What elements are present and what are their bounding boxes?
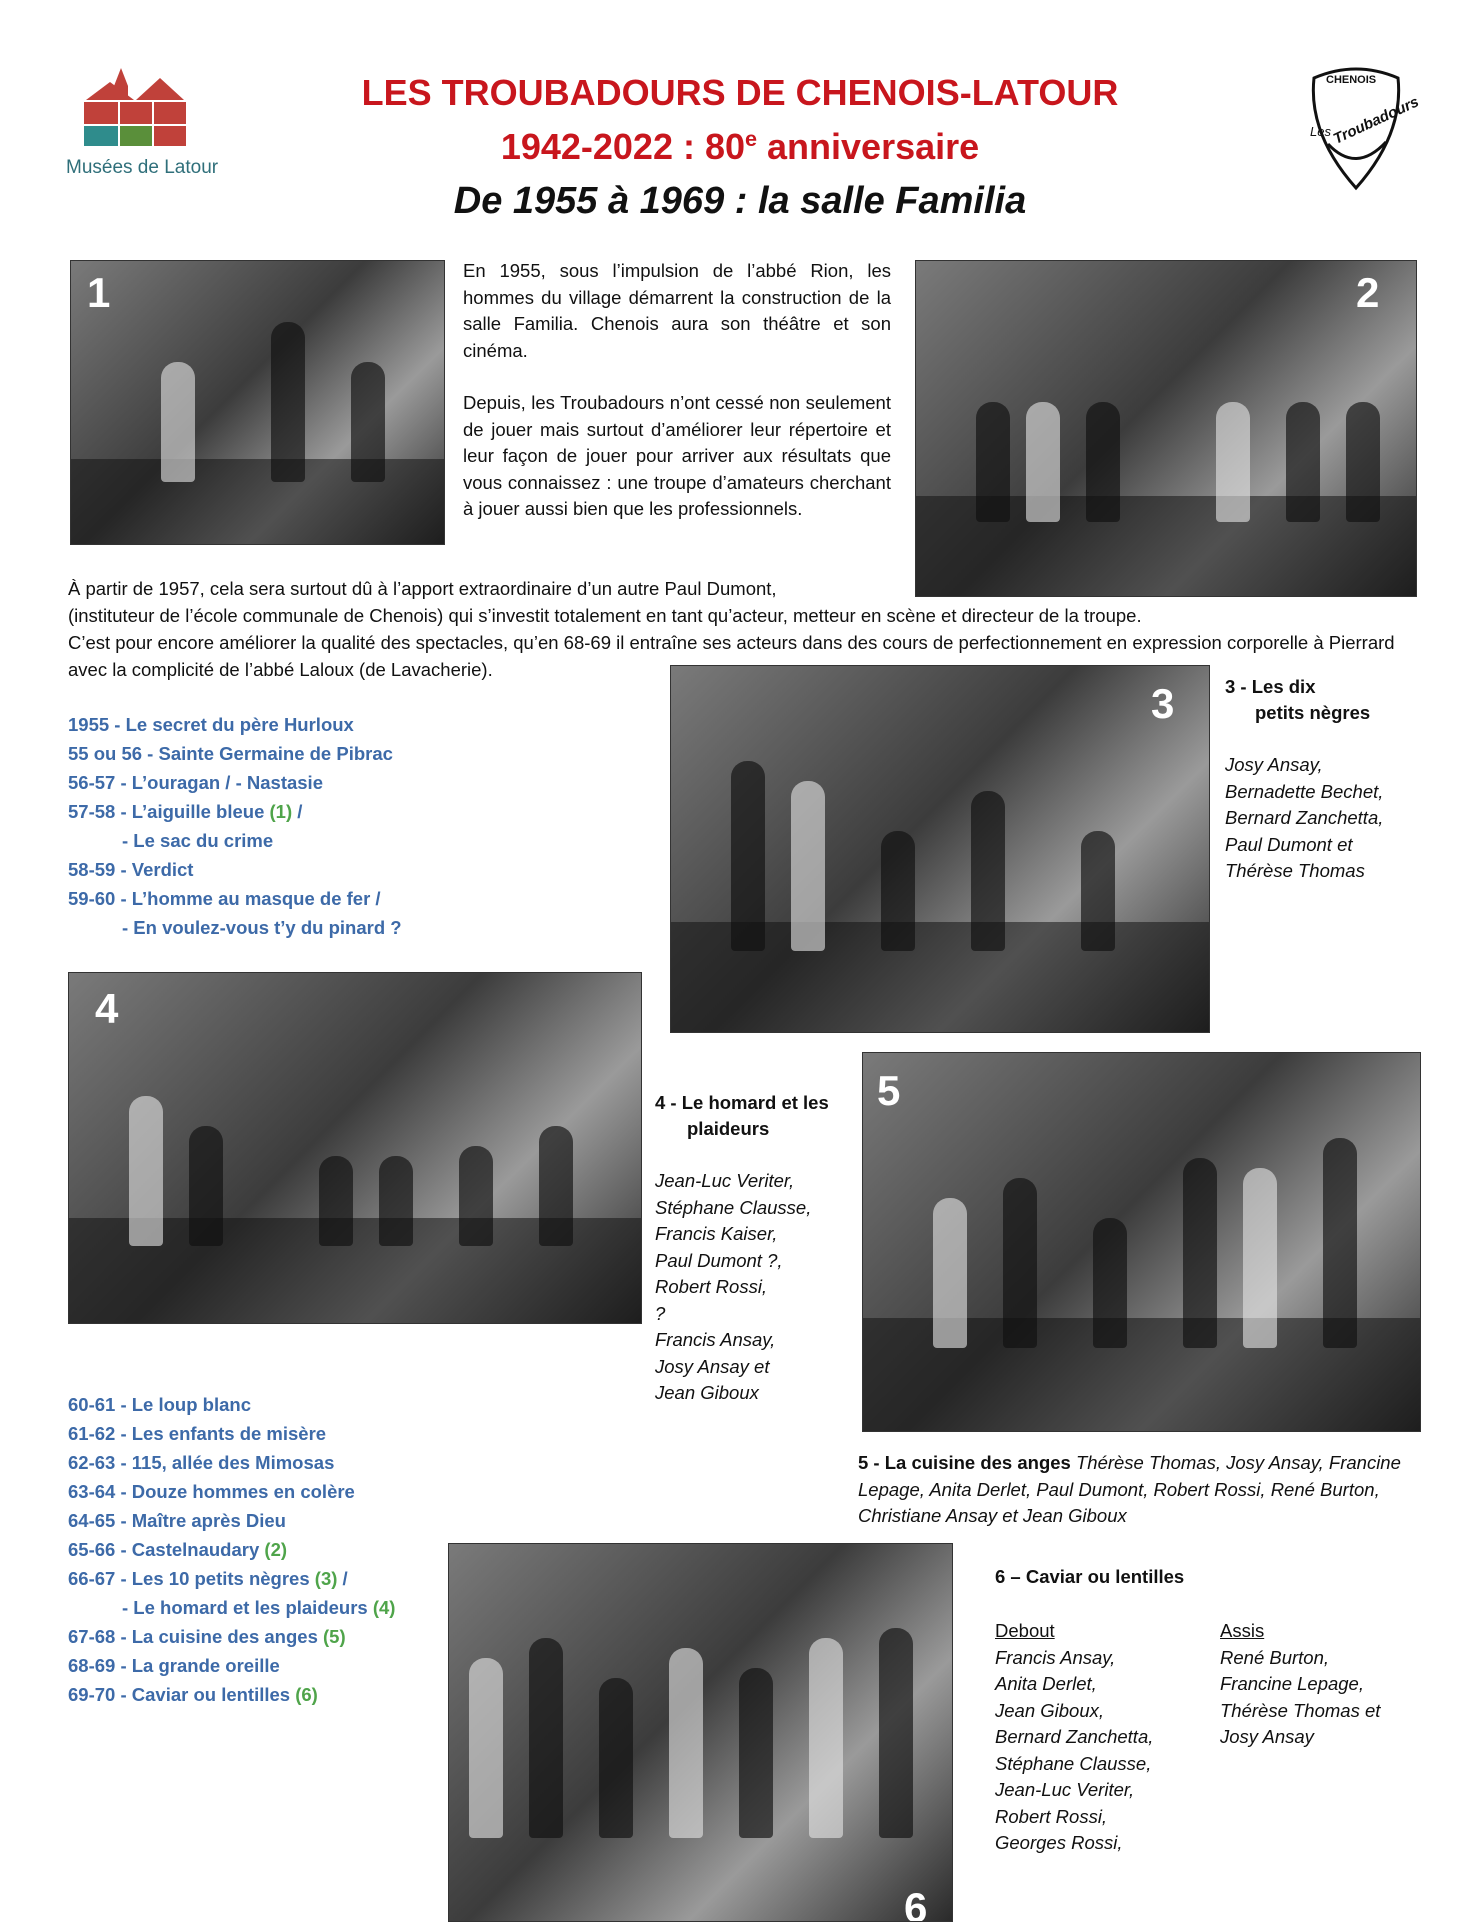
intro-paragraph-4: C’est pour encore améliorer la qualité des spectacles, qu’en 68-69 il entraîne ses acteurs dans des cours de perfectionnement en expression corporelle à Pierrard avec la complicité de l’abbé Laloux (de Lavacherie). xyxy=(68,632,1395,680)
intro-paragraph-3-line1: À partir de 1957, cela sera surtout dû à l’apport extraordinaire d’un autre Paul Dumont, xyxy=(68,578,777,599)
list-item: 57-58 - L’aiguille bleue (1) / xyxy=(68,801,303,822)
subtitle-text: 1942-2022 : 80 xyxy=(500,126,746,167)
caption-5 xyxy=(858,1450,1438,1530)
photo-1 xyxy=(70,260,445,545)
list-item: 62-63 - 115, allée des Mimosas xyxy=(68,1452,335,1473)
standing-name: Georges Rossi, xyxy=(995,1832,1123,1853)
list-item: 55 ou 56 - Sainte Germaine de Pibrac xyxy=(68,743,393,764)
caption-5-names-1: Thérèse Thomas, Josy Ansay, Francine xyxy=(1070,1452,1401,1473)
caption-4-name: Francis Kaiser, xyxy=(655,1223,778,1244)
caption-3-name: Paul Dumont et xyxy=(1225,833,1353,855)
standing-name: Jean-Luc Veriter, xyxy=(995,1779,1135,1800)
seated-name: Josy Ansay xyxy=(1220,1726,1314,1747)
caption-3 xyxy=(1225,674,1465,885)
page-subtitle xyxy=(300,126,1180,168)
caption-3-name: Josy Ansay, xyxy=(1225,754,1323,775)
list-item: - En voulez-vous t’y du pinard ? xyxy=(122,917,402,938)
list-item: 63-64 - Douze hommes en colère xyxy=(68,1481,355,1502)
photo-3 xyxy=(670,665,1210,1033)
seated-label: Assis xyxy=(1220,1620,1265,1641)
photo-6-number: 6 xyxy=(904,1884,928,1922)
musees-de-latour-logo xyxy=(66,68,219,178)
caption-5-names-3: Christiane Ansay et Jean Giboux xyxy=(858,1505,1127,1526)
standing-name: Jean Giboux, xyxy=(995,1699,1105,1721)
caption-4-name: Jean-Luc Veriter, xyxy=(655,1170,795,1191)
caption-4-name: Jean Giboux xyxy=(655,1382,759,1403)
caption-3-name: Bernard Zanchetta, xyxy=(1225,807,1384,828)
list-item: 64-65 - Maître après Dieu xyxy=(68,1510,286,1531)
caption-6-standing xyxy=(995,1618,1205,1857)
photo-4 xyxy=(68,972,642,1324)
seated-name: Thérèse Thomas et xyxy=(1220,1699,1381,1721)
play-list-1 xyxy=(68,710,668,942)
section-heading: De 1955 à 1969 : la salle Familia xyxy=(453,180,1027,222)
logo-right-top: CHENOIS xyxy=(1326,74,1377,86)
logo-right-script: Troubadours xyxy=(1330,93,1422,148)
caption-4-name: Josy Ansay et xyxy=(655,1355,770,1377)
photo-4-number: 4 xyxy=(95,985,119,1032)
list-item: 69-70 - Caviar ou lentilles (6) xyxy=(68,1684,318,1705)
logo-left-text: Musées de Latour xyxy=(66,157,219,178)
photo-6 xyxy=(448,1543,953,1922)
caption-4-title: 4 - Le homard et les xyxy=(655,1092,829,1113)
subtitle-text-end: anniversaire xyxy=(757,126,980,167)
caption-4-name: Stéphane Clausse, xyxy=(655,1196,812,1218)
photo-5-number: 5 xyxy=(877,1067,901,1114)
caption-4-name: ? xyxy=(655,1302,666,1324)
list-item: 68-69 - La grande oreille xyxy=(68,1655,280,1676)
list-item: 56-57 - L’ouragan / - Nastasie xyxy=(68,772,323,793)
troubadours-logo xyxy=(1300,64,1422,194)
photo-3-number: 3 xyxy=(1151,680,1175,727)
standing-name: Stéphane Clausse, xyxy=(995,1752,1152,1774)
standing-name: Francis Ansay, xyxy=(995,1646,1116,1668)
caption-6-title: 6 – Caviar ou lentilles xyxy=(995,1566,1185,1587)
standing-name: Bernard Zanchetta, xyxy=(995,1726,1154,1747)
seated-name: René Burton, xyxy=(1220,1646,1330,1668)
intro-paragraph-2: Depuis, les Troubadours n’ont cessé non seulement de jouer mais surtout d’améliorer leur répertoire et leur façon de jouer pour arriver aux résultats que vous connaissez : une troupe d’amateurs cherchant à jouer aussi bien que les professionnels. xyxy=(463,392,891,519)
list-item: 1955 - Le secret du père Hurloux xyxy=(68,714,354,735)
seated-name: Francine Lepage, xyxy=(1220,1673,1364,1694)
intro-paragraph-3-line2: (instituteur de l’école communale de Chenois) qui s’investit totalement en tant qu’acteur, metteur en scène et directeur de la troupe. xyxy=(68,605,1142,626)
logo-right-mid: Les xyxy=(1310,124,1331,139)
caption-3-title-2: petits nègres xyxy=(1255,702,1371,723)
standing-name: Robert Rossi, xyxy=(995,1805,1108,1827)
photo-5 xyxy=(862,1052,1421,1432)
photo-2 xyxy=(915,260,1417,597)
list-item: 60-61 - Le loup blanc xyxy=(68,1394,251,1415)
photo-1-number: 1 xyxy=(87,269,111,316)
caption-5-names-2: Lepage, Anita Derlet, Paul Dumont, Robert Rossi, René Burton, xyxy=(858,1478,1380,1500)
intro-paragraph-1: En 1955, sous l’impulsion de l’abbé Rion, les hommes du village démarrent la construction de la salle Familia. Chenois aura son théâtre et son cinéma. xyxy=(463,260,891,361)
page-title: LES TROUBADOURS DE CHENOIS-LATOUR xyxy=(361,72,1119,113)
caption-3-title: 3 - Les dix xyxy=(1225,676,1316,697)
subtitle-superscript: e xyxy=(745,126,758,151)
list-item: - Le sac du crime xyxy=(122,830,274,851)
caption-3-name: Thérèse Thomas xyxy=(1225,860,1365,881)
list-item: 66-67 - Les 10 petits nègres (3) / xyxy=(68,1568,348,1589)
list-item: - Le homard et les plaideurs (4) xyxy=(122,1597,396,1618)
caption-4-name: Robert Rossi, xyxy=(655,1276,768,1297)
standing-name: Anita Derlet, xyxy=(995,1673,1097,1694)
photo-2-number: 2 xyxy=(1356,269,1380,316)
caption-4-name: Francis Ansay, xyxy=(655,1329,776,1350)
list-item: 59-60 - L’homme au masque de fer / xyxy=(68,888,381,909)
caption-6-seated xyxy=(1220,1618,1440,1751)
caption-3-name: Bernadette Bechet, xyxy=(1225,780,1384,802)
caption-4 xyxy=(655,1090,855,1407)
standing-label: Debout xyxy=(995,1620,1055,1641)
caption-5-title: 5 - La cuisine des anges xyxy=(858,1452,1071,1473)
caption-6 xyxy=(995,1564,1435,1590)
caption-4-title-2: plaideurs xyxy=(687,1118,770,1139)
caption-4-name: Paul Dumont ?, xyxy=(655,1249,783,1271)
list-item: 65-66 - Castelnaudary (2) xyxy=(68,1539,288,1560)
list-item: 67-68 - La cuisine des anges (5) xyxy=(68,1626,346,1647)
castle-icon xyxy=(66,68,206,148)
list-item: 61-62 - Les enfants de misère xyxy=(68,1423,327,1444)
list-item: 58-59 - Verdict xyxy=(68,859,194,880)
